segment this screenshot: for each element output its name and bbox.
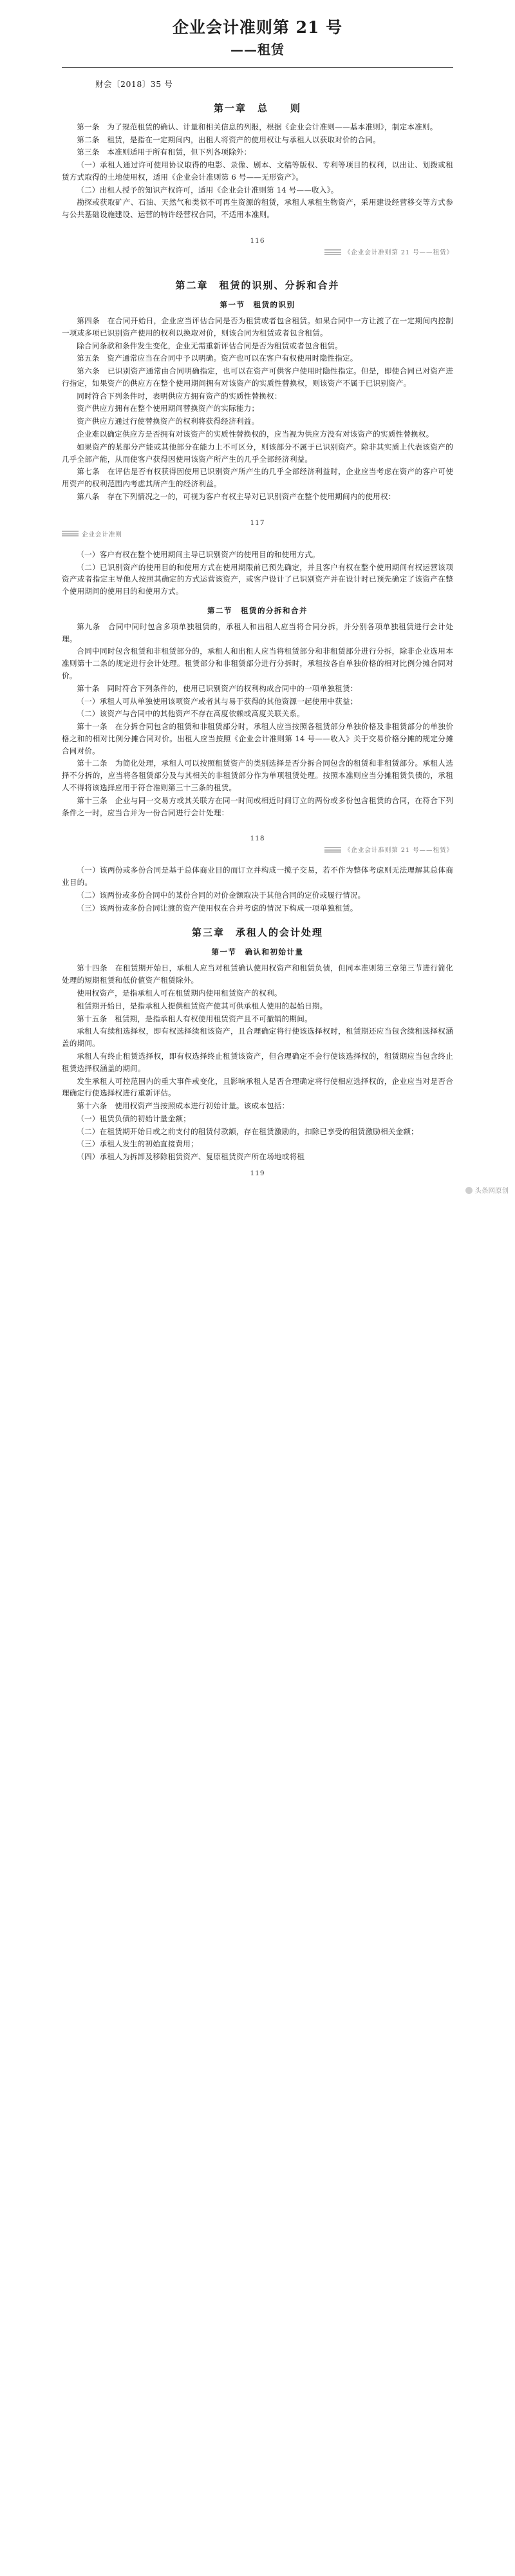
running-head bbox=[62, 529, 453, 538]
paragraph: 第四条 在合同开始日，企业应当评估合同是否为租赁或者包含租赁。如果合同中一方让渡了在一定期间内控制一项或多项已识别资产使用的权利以换取对价，则该合同为租赁或者包含租赁。 bbox=[62, 316, 453, 337]
page-footer-118 bbox=[62, 835, 453, 864]
page-119 bbox=[0, 864, 515, 1199]
chapter-title-1: 第一章 总 则 bbox=[213, 102, 301, 114]
paragraph: 勘探或获取矿产、石油、天然气和类似不可再生资源的租赁，承租人承租生物资产，采用建设经营移交等方式参与公共基础设施建设、运营的特许经营权合同，不适用本准则。 bbox=[62, 198, 453, 220]
title-divider bbox=[62, 67, 453, 68]
paragraph: 承租人有续租选择权，即有权选择续租该资产，且合理确定将行使该选择权时，租赁期还应当包含续租选择权涵盖的期间。 bbox=[62, 1027, 453, 1048]
page-number: 119 bbox=[250, 1169, 265, 1177]
paragraph: 第三条 本准则适用于所有租赁，但下列各项除外： bbox=[77, 147, 252, 157]
page-number: 118 bbox=[250, 835, 265, 843]
running-head-text: 《企业会计准则第 21 号——租赁》 bbox=[344, 249, 453, 256]
paragraph: 第十条 同时符合下列条件的，使用已识别资产的权利构成合同中的一项单独租赁： bbox=[77, 683, 358, 693]
chapter-title-3: 第三章 承租人的会计处理 bbox=[191, 927, 323, 939]
paragraph: （二）在租赁期开始日或之前支付的租赁付款额，存在租赁激励的，扣除已享受的租赁激励相关金额； bbox=[77, 1126, 418, 1136]
section-title: 第一节 租赁的识别 bbox=[220, 300, 295, 309]
page-118 bbox=[0, 549, 515, 865]
paragraph: （一）该两份或多份合同是基于总体商业目的而订立并构成一揽子交易，若不作为整体考虑则无法理解其总体商业目的。 bbox=[62, 866, 453, 887]
paragraph: 第一条 为了规范租赁的确认、计量和相关信息的列报，根据《企业会计准则——基本准则》，制定本准则。 bbox=[77, 122, 438, 131]
paragraph: 第十四条 在租赁期开始日，承租人应当对租赁确认使用权资产和租赁负债，但同本准则第三章第三节进行简化处理的短期租赁和低价值资产租赁除外。 bbox=[62, 963, 453, 985]
paragraph: （三）该两份或多份合同让渡的资产使用权在合并考虑的情况下构成一项单独租赁。 bbox=[77, 903, 358, 913]
paragraph: 同时符合下列条件时，表明供应方拥有资产的实质性替换权： bbox=[77, 391, 282, 401]
paragraph: 第十六条 使用权资产当按照成本进行初始计量。该成本包括： bbox=[77, 1101, 290, 1111]
page-116 bbox=[0, 0, 515, 267]
decoration-bars-icon bbox=[324, 847, 341, 853]
document-number: 财会〔2018〕35 号 bbox=[95, 79, 173, 89]
page-footer-116 bbox=[62, 237, 453, 267]
paragraph: （三）承租人发生的初始直接费用； bbox=[77, 1139, 198, 1149]
decoration-bars-icon bbox=[324, 249, 341, 255]
running-head-text: 《企业会计准则第 21 号——租赁》 bbox=[344, 847, 453, 855]
document-subtitle: ——租赁 bbox=[230, 41, 285, 57]
document-title: 企业会计准则第 21 号 bbox=[172, 18, 343, 37]
paragraph: 资产供应方通过行使替换资产的权利将获得经济利益。 bbox=[77, 417, 259, 426]
paragraph: 合同中同时包含租赁和非租赁部分的，承租人和出租人应当将租赁部分和非租赁部分进行分拆，除非企业选用本准则第十二条的规定进行会计处理。租赁部分和非租赁部分进行分拆时，承租按各自单独价格的相对比例分摊合同对价。 bbox=[62, 647, 453, 680]
paragraph: （一）租赁负债的初始计量金额； bbox=[77, 1113, 191, 1123]
paragraph: （二）已识别资产的使用目的和使用方式在使用期限前已预先确定，并且客户有权在整个使用期间有权运营该项资产或者指定主导他人按照其确定的方式运营该资产，或客户设计了已识别资产并在设计时已预先确定了该资产在整个使用期间的使用目的和使用方式。 bbox=[62, 562, 453, 596]
paragraph: 第二条 租赁，是指在一定期间内，出租人将资产的使用权让与承租人以获取对价的合同。 bbox=[77, 135, 380, 144]
decoration-bars-icon bbox=[62, 531, 79, 536]
paragraph: 第十二条 为简化处理，承租人可以按照租赁资产的类别选择是否分拆合同包含的租赁和非租赁部分。承租人选择不分拆的，应当将各租赁部分及与其相关的非租赁部分作为单项租赁处理。按照本准则应当分摊租赁负债的，承租人不得将该选择应用于符合准则第三十三条的租赁。 bbox=[62, 759, 453, 792]
running-head-text: 企业会计准则 bbox=[82, 531, 123, 538]
paragraph: （二）出租人授予的知识产权许可，适用《企业会计准则第 14 号——收入》。 bbox=[77, 185, 339, 194]
running-head bbox=[62, 845, 453, 854]
paragraph: 租赁期开始日，是指承租人提供租赁资产使其可供承租人使用的起始日期。 bbox=[77, 1001, 328, 1010]
paragraph: 第五条 资产通常应当在合同中予以明确。资产也可以在客户有权使用时隐性指定。 bbox=[77, 354, 358, 363]
paragraph: （二）该资产与合同中的其他资产不存在高度依赖或高度关联关系。 bbox=[77, 709, 305, 719]
paragraph: 第十五条 租赁期，是指承租人有权使用租赁资产且不可撤销的期间。 bbox=[77, 1014, 312, 1023]
section-title: 第二节 租赁的分拆和合并 bbox=[207, 605, 308, 615]
chapter-title-2: 第二章 租赁的识别、分拆和合并 bbox=[175, 279, 340, 291]
paragraph: 使用权资产，是指承租人可在租赁期内使用租赁资产的权利。 bbox=[77, 989, 282, 998]
page-number: 117 bbox=[250, 518, 265, 527]
paragraph: 第八条 存在下列情况之一的，可视为客户有权主导对已识别资产在整个使用期间内的使用权： bbox=[77, 491, 396, 501]
paragraph: （一）承租人通过许可使用协议取得的电影、录像、剧本、文稿等版权、专利等项目的权利，以出让、划拨或租赁方式取得的土地使用权，适用《企业会计准则第 6 号——无形资产》。 bbox=[62, 160, 453, 182]
page-117 bbox=[0, 278, 515, 549]
watermark-text: 头条网原创 bbox=[474, 1186, 509, 1195]
page-number: 116 bbox=[250, 237, 265, 245]
paragraph: 第六条 已识别资产通常由合同明确指定，也可以在资产可供客户使用时隐性指定。但是，即使合同已对资产进行指定，如果资产的供应方在整个使用期间拥有对该资产的实质性替换权，则该资产不属于已识别资产。 bbox=[62, 366, 453, 388]
paragraph: （四）承租人为拆卸及移除租赁资产、复原租赁资产所在场地或将租 bbox=[77, 1152, 305, 1162]
paragraph: 发生承租人可控范围内的重大事件或变化，且影响承租人是否合理确定将行使相应选择权的，企业应当对是否合理确定行使选择权进行重新评估。 bbox=[62, 1076, 453, 1098]
paragraph: 企业难以确定供应方是否拥有对该资产的实质性替换权的，应当视为供应方没有对该资产的实质性替换权。 bbox=[77, 430, 434, 439]
paragraph: 第十一条 在分拆合同包含的租赁和非租赁部分时，承租人应当按照各租赁部分单独价格及非租赁部分的单独价格之和的相对比例分摊合同对价。出租人应当按照《企业会计准则第 14 号——收入》关于交易价格分摊的规定分摊合同对价。 bbox=[62, 722, 453, 755]
paragraph: 承租人有终止租赁选择权，即有权选择终止租赁该资产，但合理确定不会行使该选择权的，租赁期应当包含终止租赁选择权涵盖的期间。 bbox=[62, 1051, 453, 1073]
paragraph: （一）承租人可从单独使用该项资产或者其与易于获得的其他资源一起使用中获益； bbox=[77, 696, 358, 706]
page-footer-119 bbox=[62, 1170, 453, 1199]
paragraph: 第十三条 企业与同一交易方或其关联方在同一时间或相近时间订立的两份或多份包含租赁的合同，在符合下列条件之一时，应当合并为一份合同进行会计处理： bbox=[62, 795, 453, 817]
paragraph: （二）该两份或多份合同中的某份合同的对价金额取决于其他合同的定价或履行情况。 bbox=[77, 890, 366, 900]
section-title: 第一节 确认和初始计量 bbox=[211, 947, 304, 957]
paragraph: 第七条 在评估是否有权获得因使用已识别资产所产生的几乎全部经济利益时，企业应当考虑在资产的客户可使用资产的权利范围内考虑其所产生的经济利益。 bbox=[62, 467, 453, 489]
watermark bbox=[465, 1186, 509, 1195]
page-footer-117 bbox=[62, 519, 453, 549]
paragraph: 除合同条款和条件发生变化，企业无需重新评估合同是否为租赁或者包含租赁。 bbox=[77, 341, 342, 350]
paragraph: （一）客户有权在整个使用期间主导已识别资产的使用目的和使用方式。 bbox=[77, 549, 320, 559]
paragraph: 第九条 合同中同时包含多项单独租赁的，承租人和出租人应当将合同分拆，并分别各项单独租赁进行会计处理。 bbox=[62, 621, 453, 643]
running-head bbox=[62, 247, 453, 256]
paragraph: 资产供应方拥有在整个使用期间替换资产的实际能力； bbox=[77, 404, 259, 413]
watermark-logo-icon bbox=[465, 1187, 473, 1194]
paragraph: 如果资产的某部分产能或其他部分在能力上不可区分，则该部分不属于已识别资产。除非其实质上代表该资产的几乎全部产能，从而使客户获得因使用该资产所产生的几乎全部经济利益。 bbox=[62, 442, 453, 464]
